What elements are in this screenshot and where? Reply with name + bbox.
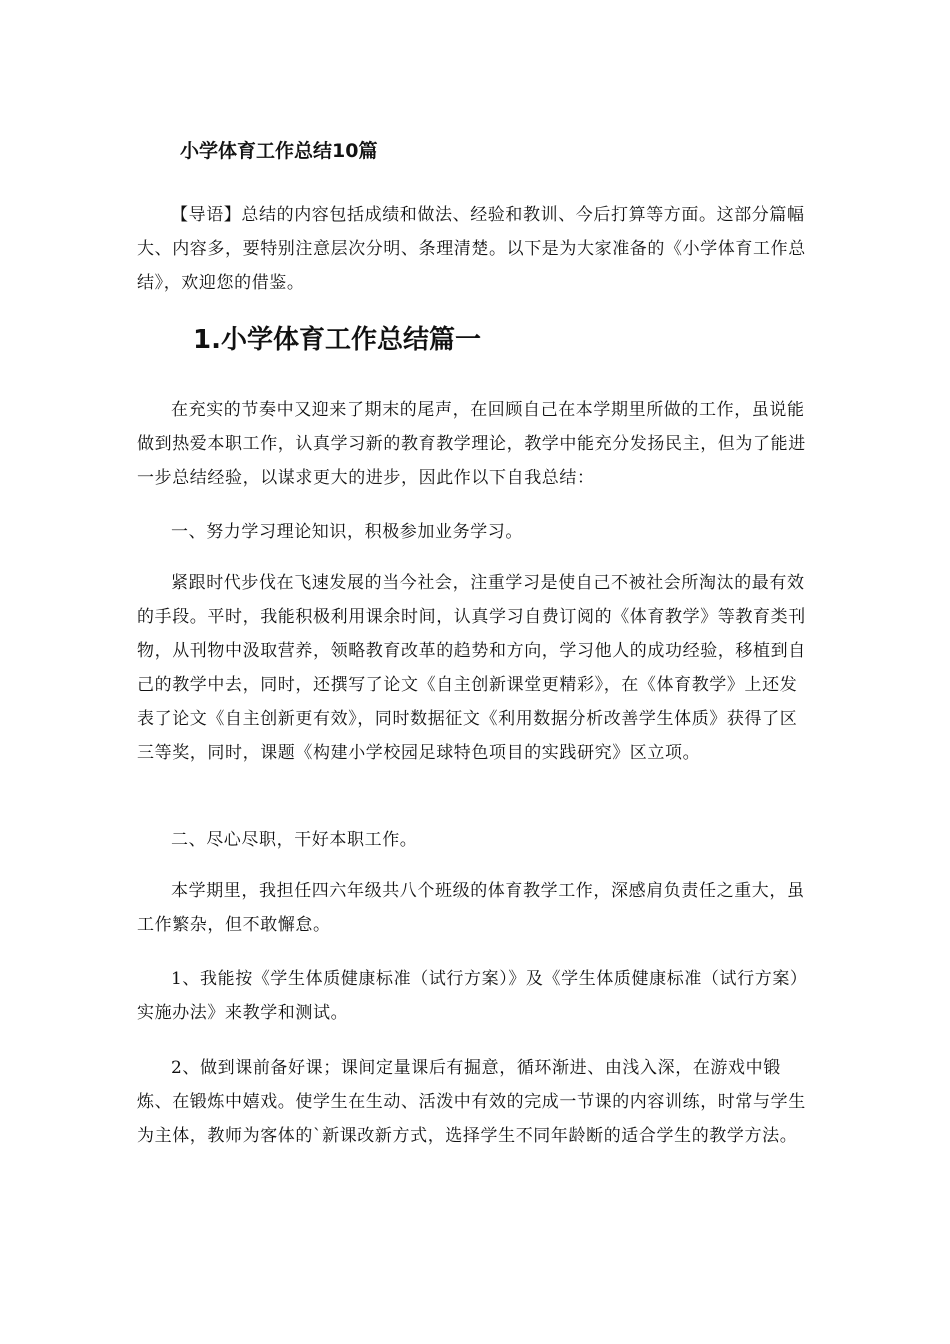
body-paragraph-7: 2、做到课前备好课；课间定量课后有掘意，循环渐进、由浅入深，在游戏中锻炼、在锻炼中嬉戏。使学生在生动、活泼中有效的完成一节课的内容训练，时常与学生为主体，教师为客体的`新课改新方式，选择学生不同年龄断的适合学生的教学方法。 (137, 1058, 806, 1146)
intro-paragraph: 【导语】总结的内容包括成绩和做法、经验和教训、今后打算等方面。这部分篇幅大、内容多，要特别注意层次分明、条理清楚。以下是为大家准备的《小学体育工作总结》，欢迎您的借鉴。 (137, 205, 806, 293)
body-paragraph-1: 在充实的节奏中又迎来了期末的尾声，在回顾自己在本学期里所做的工作，虽说能做到热爱本职工作，认真学习新的教育教学理论，教学中能充分发扬民主，但为了能进一步总结经验，以谋求更大的进步，因此作以下自我总结： (137, 400, 806, 488)
body-paragraph-5: 本学期里，我担任四六年级共八个班级的体育教学工作，深感肩负责任之重大，虽工作繁杂，但不敢懈怠。 (137, 881, 805, 935)
section-heading: 1.小学体育工作总结篇一 (193, 325, 481, 355)
body-paragraph-4: 二、尽心尽职，干好本职工作。 (171, 830, 418, 850)
body-paragraph-6: 1、我能按《学生体质健康标准（试行方案）》及《学生体质健康标准（试行方案）实施办法》来教学和测试。 (137, 969, 808, 1023)
body-paragraph-2: 一、努力学习理论知识，积极参加业务学习。 (171, 522, 523, 542)
body-paragraph-3: 紧跟时代步伐在飞速发展的当今社会，注重学习是使自己不被社会所淘汰的最有效的手段。平时，我能积极利用课余时间，认真学习自费订阅的《体育教学》等教育类刊物，从刊物中汲取营养，领略教育改革的趋势和方向，学习他人的成功经验，移植到自己的教学中去，同时，还撰写了论文《自主创新课堂更精彩》，在《体育教学》上还发表了论文《自主创新更有效》，同时数据征文《利用数据分析改善学生体质》获得了区三等奖，同时，课题《构建小学校园足球特色项目的实践研究》区立项。 (137, 573, 806, 763)
document-title: 小学体育工作总结10篇 (180, 140, 378, 162)
